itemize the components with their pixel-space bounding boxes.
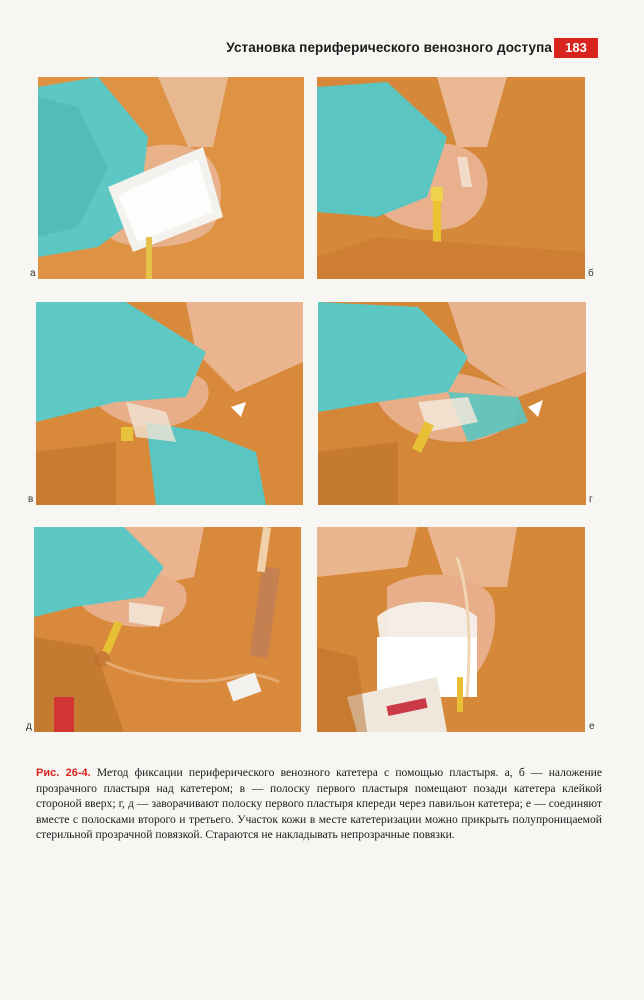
panel-letter-v: в	[28, 494, 34, 505]
photo-b	[317, 77, 585, 279]
panel-letter-d: д	[26, 721, 32, 732]
figure-caption	[36, 765, 602, 843]
photo-strip-wrapped-syringe-icon	[34, 527, 301, 732]
photo-hand-transparent-plaster-icon	[38, 77, 304, 279]
photo-hand-catheter-plaster-icon	[317, 77, 585, 279]
photo-d	[34, 527, 301, 732]
photo-e	[317, 527, 585, 732]
photo-strip-crossed-over-hub-icon	[318, 302, 586, 505]
photo-v	[36, 302, 303, 505]
caption-text: Метод фиксации периферического венозного катетера с помощью пластыря. а, б — наложение прозрачного пластыря над катетером; в — полоску первого пластыря помещают позади катетера клейкой стороной вверх; г, д — заворачивают полоску первого пластыря кпереди через павильон катетера; е — соединяют вместе с полосками второго и третьего. Участок кожи в месте катетеризации можно прикрыть полупроницаемой стерильной прозрачной повязкой. Стараются не накладывать непрозрачные повязки.	[36, 765, 602, 842]
panel-letter-e: е	[589, 721, 595, 732]
running-header	[0, 38, 644, 60]
photo-a	[38, 77, 304, 279]
photo-first-strip-under-catheter-icon	[36, 302, 303, 505]
panel-letter-b: б	[588, 268, 594, 279]
header-title: Установка периферического венозного доступа	[226, 40, 552, 55]
panel-letter-g: г	[589, 494, 593, 505]
photo-strips-joined-dressing-icon	[317, 527, 585, 732]
panel-letter-a: а	[30, 268, 36, 279]
figure-label: Рис. 26-4.	[36, 766, 91, 779]
page-number-badge: 183	[554, 38, 598, 58]
photo-g	[318, 302, 586, 505]
